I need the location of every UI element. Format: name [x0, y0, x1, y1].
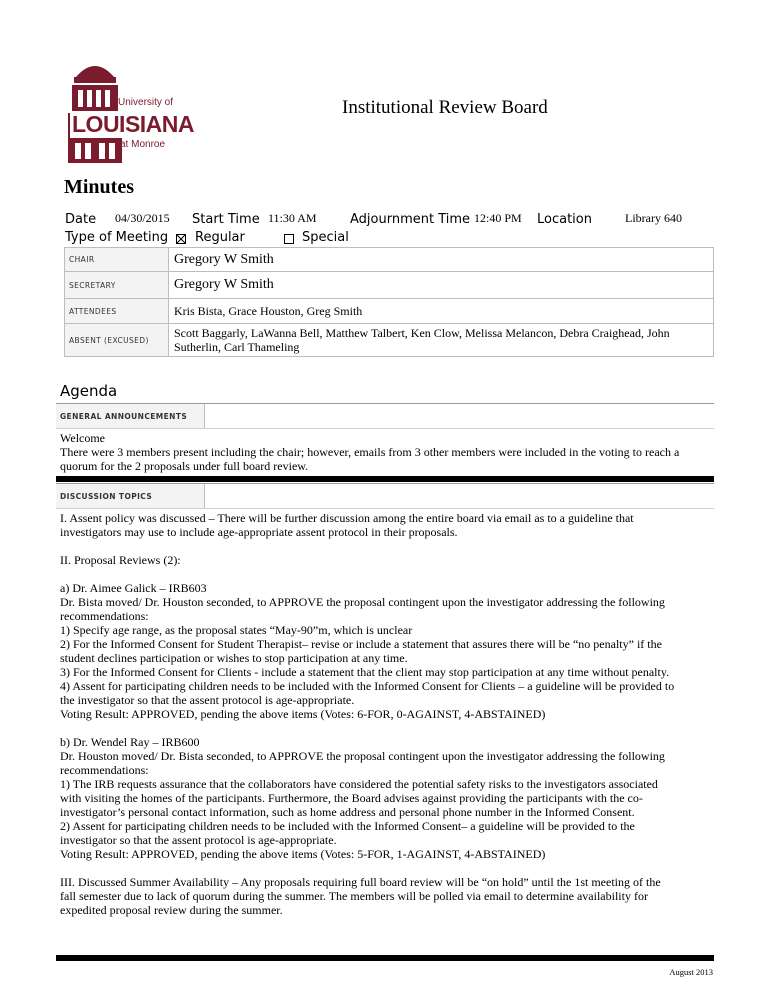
text-line: recommendations:: [60, 609, 149, 623]
secretary-value: Gregory W Smith: [169, 272, 714, 299]
special-checkbox[interactable]: [284, 234, 294, 244]
proposal-a-paragraph: [60, 581, 716, 721]
text-line: Dr. Houston moved/ Dr. Bista seconded, to APPROVE the proposal contingent upon the investigator addressing the following: [60, 749, 665, 763]
absent-value: [169, 324, 714, 357]
text-line: Dr. Bista moved/ Dr. Houston seconded, to APPROVE the proposal contingent upon the investigator addressing the following: [60, 595, 665, 609]
general-announcements-header: [56, 403, 714, 429]
text-line: II. Proposal Reviews (2):: [60, 553, 181, 567]
text-line: quorum for the 2 proposals under full board review.: [60, 459, 309, 473]
logo-line2: LOUISIANA: [72, 111, 194, 137]
text-line: III. Discussed Summer Availability – Any proposals requiring full board review will be “on hold” until the 1st meeting of the: [60, 875, 661, 889]
text-line: investigators may use to include age-appropriate assent protocol in their proposals.: [60, 525, 458, 539]
chair-label: CHAIR: [65, 248, 169, 272]
section-header-text: DISCUSSION TOPICS: [60, 492, 153, 501]
logo-line3: at Monroe: [120, 139, 166, 150]
university-logo: [62, 57, 192, 167]
footer-date: August 2013: [669, 967, 713, 977]
section-header-text: GENERAL ANNOUNCEMENTS: [60, 412, 188, 421]
attendees-value: Kris Bista, Grace Houston, Greg Smith: [169, 299, 714, 324]
text-line: expedited proposal review during the summer.: [60, 903, 283, 917]
absent-label: ABSENT (EXCUSED): [65, 324, 169, 357]
agenda-title: Agenda: [60, 382, 118, 400]
text-line: There were 3 members present including the chair; however, emails from 3 other members were included in the voting to reach a: [60, 445, 680, 459]
text-line: 1) Specify age range, as the proposal states “May-90”m, which is unclear: [60, 623, 413, 637]
logo-line1: University of: [118, 97, 174, 108]
date-label: Date: [65, 212, 97, 227]
text-line: investigator’s personal contact information, such as home address and personal phone number in the Informed Consent.: [60, 805, 635, 819]
start-time-label: Start Time: [192, 212, 260, 227]
minutes-title: Minutes: [64, 176, 134, 198]
paragraph-gap: [60, 721, 716, 735]
text-line: 2) Assent for participating children needs to be included with the Informed Consent– a guideline will be provided to the: [60, 819, 635, 833]
assent-policy-paragraph: [60, 511, 716, 539]
text-line: b) Dr. Wendel Ray – IRB600: [60, 735, 200, 749]
absent-row: [65, 324, 714, 357]
section-divider: [56, 955, 714, 961]
text-line: the investigator so that the assent protocol is age-appropriate.: [60, 693, 355, 707]
section-divider: [56, 476, 714, 482]
regular-checkbox[interactable]: [176, 234, 186, 244]
board-title: Institutional Review Board: [342, 97, 548, 118]
secretary-label: SECRETARY: [65, 272, 169, 299]
text-line: fall semester due to lack of quorum during the summer. The members will be polled via email to determine availability for: [60, 889, 648, 903]
paragraph-gap: [60, 567, 716, 581]
attendance-table: [64, 247, 714, 357]
text-line: 2) For the Informed Consent for Student Therapist– revise or include a statement that assures there will be “no penalty” if the: [60, 637, 662, 651]
paragraph-gap: [60, 539, 716, 553]
chair-row: [65, 248, 714, 272]
text-line: with visiting the homes of the participants. Furthermore, the Board advises against providing the participants with the co-: [60, 791, 643, 805]
text-line: 4) Assent for participating children needs to be included with the Informed Consent for Clients – a guideline will be provided to: [60, 679, 675, 693]
attendees-row: [65, 299, 714, 324]
regular-label: Regular: [195, 230, 245, 245]
text-line: a) Dr. Aimee Galick – IRB603: [60, 581, 207, 595]
general-announcements-body: [60, 431, 716, 473]
secretary-row: [65, 272, 714, 299]
chair-value: Gregory W Smith: [169, 248, 714, 272]
discussion-topics-header: [56, 483, 714, 509]
meeting-type-label: Type of Meeting: [65, 230, 169, 245]
attendees-label: ATTENDEES: [65, 299, 169, 324]
absent-line: Scott Baggarly, LaWanna Bell, Matthew Talbert, Ken Clow, Melissa Melancon, Debra Craighead, John: [174, 326, 670, 340]
text-line: 1) The IRB requests assurance that the collaborators have considered the potential safety risks to the investigators associated: [60, 777, 658, 791]
date-value: 04/30/2015: [115, 211, 170, 225]
adjournment-label: Adjournment Time: [350, 212, 471, 227]
text-line: Welcome: [60, 431, 106, 445]
text-line: 3) For the Informed Consent for Clients - include a statement that the client may stop participation at any time without penalty.: [60, 665, 670, 679]
adjournment-value: 12:40 PM: [474, 211, 522, 225]
absent-line: Sutherlin, Carl Thameling: [174, 340, 300, 354]
text-line: I. Assent policy was discussed – There will be further discussion among the entire board via email as to a guideline that: [60, 511, 634, 525]
paragraph-gap: [60, 861, 716, 875]
checkmark-x-icon: [177, 235, 185, 243]
special-label: Special: [302, 230, 349, 245]
text-line: student declines participation or wishes to stop participation at any time.: [60, 651, 408, 665]
proposal-b-paragraph: [60, 735, 716, 861]
text-line: Voting Result: APPROVED, pending the above items (Votes: 6-FOR, 0-AGAINST, 4-ABSTAINED): [60, 707, 546, 721]
discussion-body: [60, 511, 716, 917]
location-value: Library 640: [625, 211, 682, 225]
text-line: Voting Result: APPROVED, pending the above items (Votes: 5-FOR, 1-AGAINST, 4-ABSTAINED): [60, 847, 546, 861]
text-line: investigator so that the assent protocol is age-appropriate.: [60, 833, 337, 847]
text-line: recommendations:: [60, 763, 149, 777]
location-label: Location: [537, 212, 592, 227]
start-time-value: 11:30 AM: [268, 211, 317, 225]
proposal-reviews-heading: [60, 553, 716, 567]
summer-availability-paragraph: [60, 875, 716, 917]
